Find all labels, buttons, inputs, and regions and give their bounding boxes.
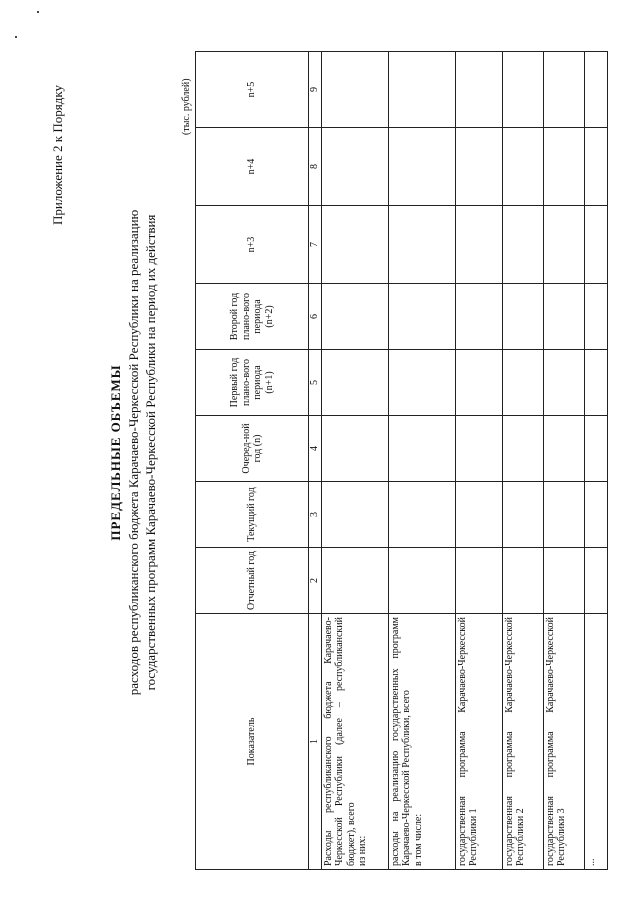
column-header: Второй год плано-вого периода (n+2) bbox=[196, 284, 309, 350]
column-header: n+5 bbox=[196, 52, 309, 128]
column-header: Первый год плано-вого периода (n+1) bbox=[196, 350, 309, 416]
column-header: n+4 bbox=[196, 128, 309, 206]
document-title: ПРЕДЕЛЬНЫЕ ОБЪЕМЫ bbox=[108, 364, 123, 541]
row-label-text: Расходы республиканского бюджета Карачаево-Черкесской Республики (далее – республиканский бюджет), всего bbox=[322, 617, 357, 866]
column-number: 7 bbox=[309, 206, 322, 284]
column-number: 9 bbox=[309, 52, 322, 128]
row-label bbox=[388, 614, 455, 870]
table-row bbox=[321, 52, 388, 870]
row-label: государственная программа Карачаево-Черкесской Республики 2 bbox=[502, 614, 543, 870]
table-row bbox=[502, 52, 543, 870]
table-row bbox=[455, 52, 502, 870]
document-subtitle-line-1: расходов республиканского бюджета Карачаево-Черкесской Республики на реализацию bbox=[126, 209, 141, 696]
row-label-text: в том числе: bbox=[412, 813, 424, 866]
column-number: 6 bbox=[309, 284, 322, 350]
row-label: государственная программа Карачаево-Черкесской Республики 3 bbox=[543, 614, 584, 870]
column-header: Показатель bbox=[196, 614, 309, 870]
column-number: 8 bbox=[309, 128, 322, 206]
column-number: 5 bbox=[309, 350, 322, 416]
appendix-label: Приложение 2 к Порядку bbox=[50, 85, 65, 225]
unit-label: (тыс. рублей) bbox=[181, 78, 192, 135]
row-label: ... bbox=[584, 614, 607, 870]
column-number: 1 bbox=[309, 614, 322, 870]
row-label-text: расходы на реализацию государственных программ Карачаево-Черкесской Республики, всего bbox=[389, 617, 412, 866]
row-label: государственная программа Карачаево-Черкесской Республики 1 bbox=[455, 614, 502, 870]
budget-limits-table bbox=[195, 51, 608, 870]
table-row bbox=[543, 52, 584, 870]
column-header: Текущий год bbox=[196, 482, 309, 548]
column-number: 2 bbox=[309, 548, 322, 614]
table-row bbox=[388, 52, 455, 870]
column-number: 3 bbox=[309, 482, 322, 548]
row-label-text: из них: bbox=[357, 835, 368, 866]
column-number: 4 bbox=[309, 416, 322, 482]
column-header: n+3 bbox=[196, 206, 309, 284]
header-row bbox=[196, 52, 309, 870]
table-row bbox=[584, 52, 607, 870]
column-header: Очеред-ной год (n) bbox=[196, 416, 309, 482]
column-number-row bbox=[309, 52, 322, 870]
row-label bbox=[321, 614, 388, 870]
document-subtitle-line-2: государственных программ Карачаево-Черкесской Республики на период их действия bbox=[143, 214, 158, 691]
column-header: Отчетный год bbox=[196, 548, 309, 614]
